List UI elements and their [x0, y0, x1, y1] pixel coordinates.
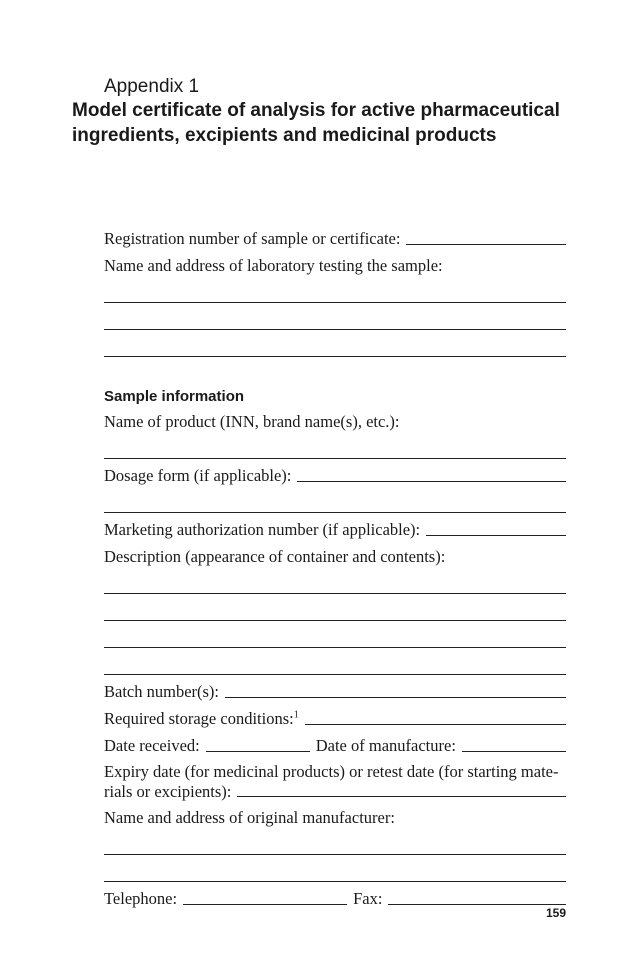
manufacturer-label: Name and address of original manufacturer: [104, 808, 395, 827]
registration-row [104, 222, 566, 249]
lab-label: Name and address of laboratory testing the sample: [104, 256, 443, 275]
section-heading-sample-information: Sample information [104, 388, 245, 405]
expiry-label-line1: Expiry date (for medicinal products) or retest date (for starting mate- [104, 762, 559, 781]
manufacturer-blank-line[interactable] [104, 855, 566, 882]
product-name-label: Name of product (INN, brand name(s), etc.): [104, 412, 400, 431]
expiry-label-line2: rials or excipients): [104, 782, 232, 801]
description-blank-line[interactable] [104, 648, 566, 675]
telephone-blank[interactable] [183, 904, 347, 905]
dosage-blank-line[interactable] [104, 486, 566, 513]
date-manufacture-label: Date of manufacture: [315, 736, 456, 755]
dates-row [104, 729, 566, 756]
marketing-blank[interactable] [426, 535, 566, 536]
dosage-blank[interactable] [297, 481, 566, 482]
storage-blank[interactable] [305, 724, 566, 725]
manufacturer-blank-line[interactable] [104, 828, 566, 855]
page-number: 159 [545, 906, 566, 920]
product-name-blank-line[interactable] [104, 432, 566, 459]
registration-label: Registration number of sample or certificate: [104, 229, 401, 248]
date-received-blank[interactable] [206, 751, 310, 752]
expiry-block [104, 762, 566, 801]
description-blank-line[interactable] [104, 594, 566, 621]
fax-label: Fax: [353, 889, 383, 908]
batch-row [104, 675, 566, 702]
lab-blank-line[interactable] [104, 276, 566, 303]
batch-blank[interactable] [225, 697, 566, 698]
manufacturer-row [104, 801, 566, 828]
registration-blank[interactable] [406, 244, 566, 245]
appendix-label: Appendix 1 [104, 76, 200, 97]
description-label: Description (appearance of container and contents): [104, 547, 446, 566]
contact-row [104, 882, 566, 909]
dosage-label: Dosage form (if applicable): [104, 466, 292, 485]
lab-blank-line[interactable] [104, 303, 566, 330]
expiry-blank[interactable] [237, 796, 566, 797]
date-manufacture-blank[interactable] [462, 751, 566, 752]
page-title: Model certificate of analysis for active pharmaceutical ingredients, excipients and medicinal products [72, 100, 560, 146]
certificate-form [104, 222, 566, 909]
storage-label: Required storage conditions:$^1$ [104, 709, 299, 728]
lab-row [104, 249, 566, 276]
product-name-row [104, 405, 566, 432]
batch-label: Batch number(s): [104, 682, 220, 701]
lab-blank-line[interactable] [104, 330, 566, 357]
description-blank-line[interactable] [104, 567, 566, 594]
fax-blank[interactable] [388, 904, 566, 905]
description-row [104, 540, 566, 567]
footnote-marker: 1 [293, 709, 299, 721]
telephone-label: Telephone: [104, 889, 178, 908]
marketing-label: Marketing authorization number (if applicable): [104, 520, 421, 539]
date-received-label: Date received: [104, 736, 200, 755]
storage-row [104, 702, 566, 729]
description-blank-line[interactable] [104, 621, 566, 648]
marketing-row [104, 513, 566, 540]
dosage-row [104, 459, 566, 486]
